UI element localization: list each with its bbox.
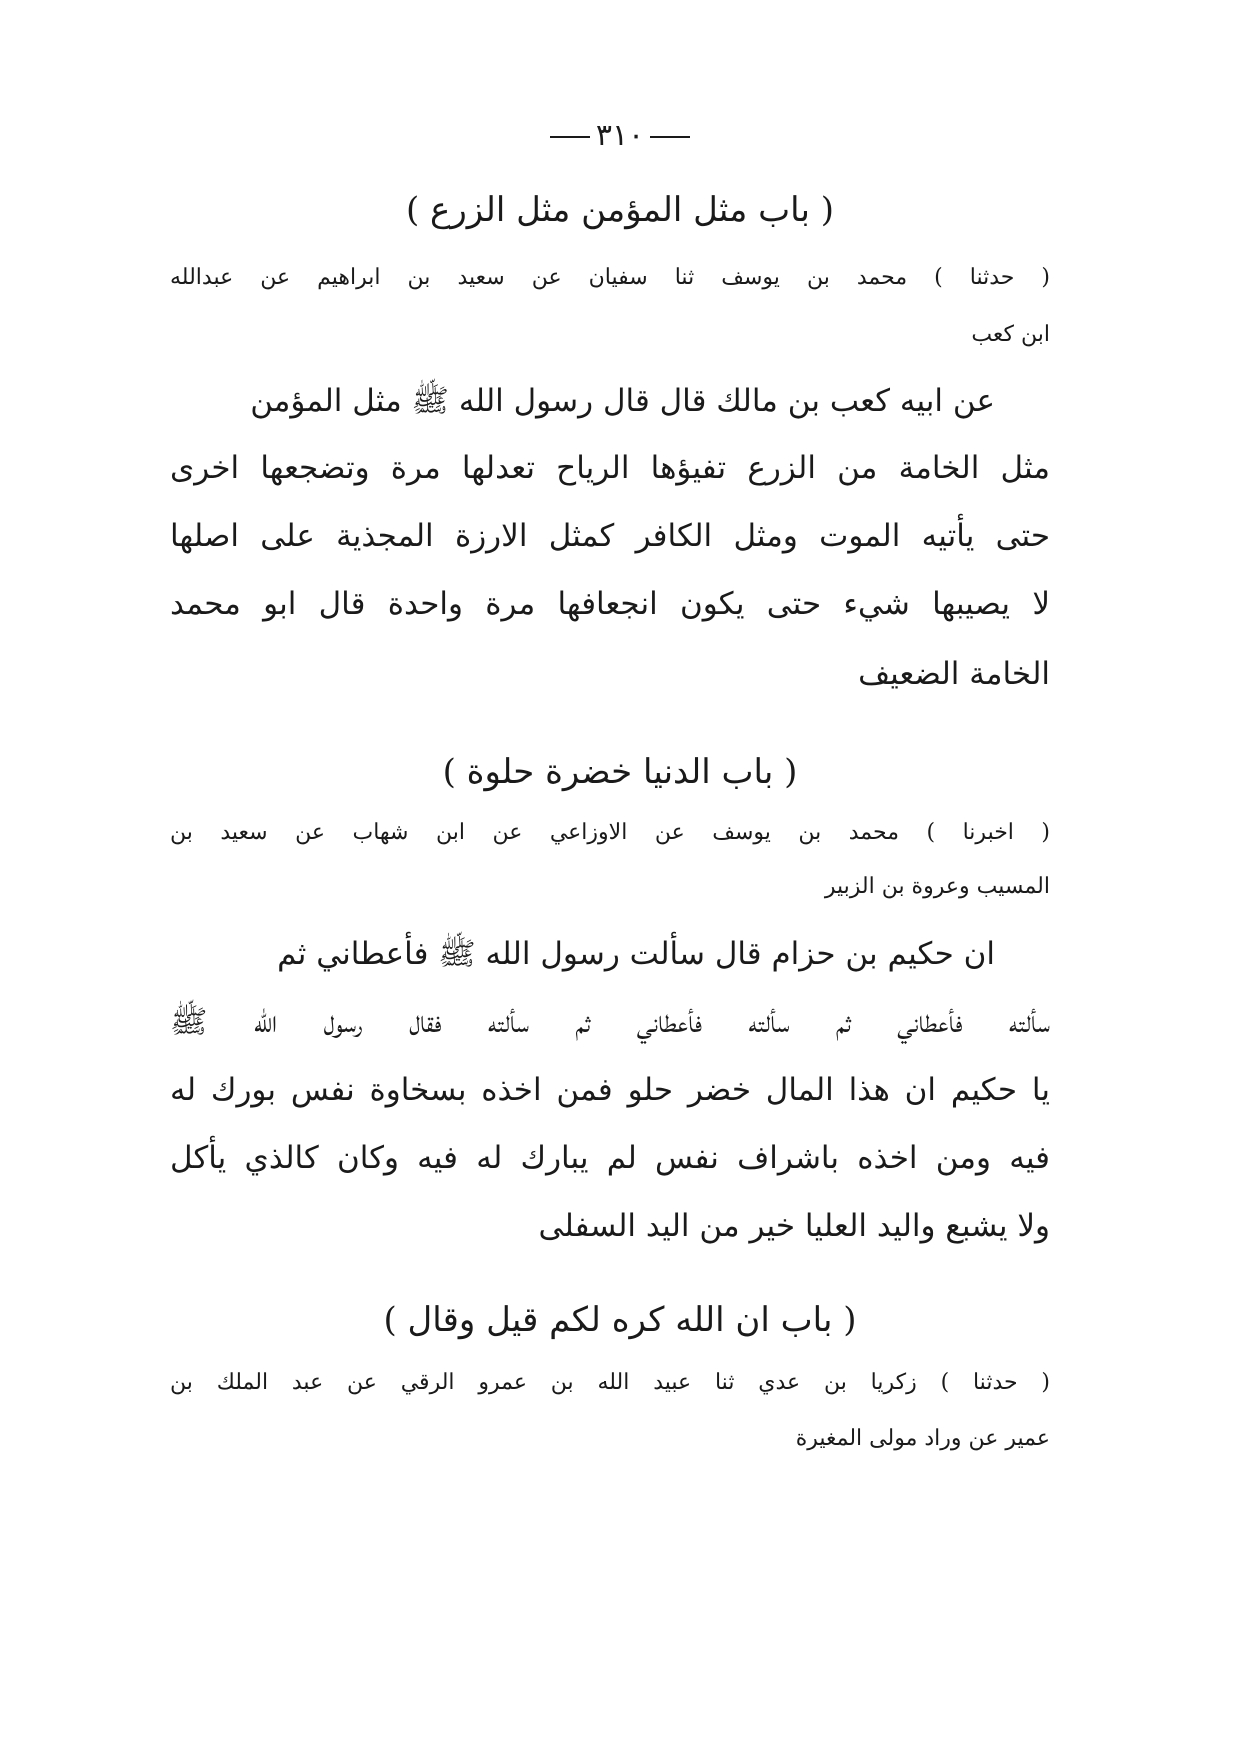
page-number-text: ٣١٠ xyxy=(595,118,645,153)
section-heading: ( باب مثل المؤمن مثل الزرع ) xyxy=(405,190,835,230)
matn-line: فيه ومن اخذه باشراف نفس لم يبارك له فيه وكان كالذي يأكل xyxy=(170,1140,1050,1176)
isnad-line: عمير عن وراد مولى المغيرة xyxy=(795,1426,1050,1451)
matn-line: ولا يشبع واليد العليا خير من اليد السفلى xyxy=(538,1208,1050,1244)
dash-left xyxy=(650,136,690,138)
isnad-line: ابن كعب xyxy=(971,322,1050,347)
matn-line: سألته فأعطاني ثم سألته فأعطاني ثم سألته فقال رسول الله ﷺ xyxy=(170,1004,1050,1040)
matn-line: مثل الخامة من الزرع تفيؤها الرياح تعدلها مرة وتضجعها اخرى xyxy=(170,450,1050,486)
matn-line: ان حكيم بن حزام قال سألت رسول الله ﷺ فأعطاني ثم xyxy=(277,936,995,972)
isnad-line: ( حدثنا ) زكريا بن عدي ثنا عبيد الله بن عمرو الرقي عن عبد الملك بن xyxy=(170,1370,1050,1395)
section-heading: ( باب الدنيا خضرة حلوة ) xyxy=(442,752,798,792)
section-heading: ( باب ان الله كره لكم قيل وقال ) xyxy=(383,1300,857,1340)
isnad-line: ( اخبرنا ) محمد بن يوسف عن الاوزاعي عن ابن شهاب عن سعيد بن xyxy=(170,820,1050,845)
matn-line: الخامة الضعيف xyxy=(858,656,1050,692)
matn-line: لا يصيبها شيء حتى يكون انجعافها مرة واحدة قال ابو محمد xyxy=(170,586,1050,622)
page-number xyxy=(0,118,1240,153)
isnad-line: المسيب وعروة بن الزبير xyxy=(824,874,1050,899)
matn-line: حتى يأتيه الموت ومثل الكافر كمثل الارزة المجذية على اصلها xyxy=(170,518,1050,554)
isnad-line: ( حدثنا ) محمد بن يوسف ثنا سفيان عن سعيد بن ابراهيم عن عبدالله xyxy=(170,265,1050,290)
matn-line: عن ابيه كعب بن مالك قال قال رسول الله ﷺ مثل المؤمن xyxy=(250,383,995,419)
dash-right xyxy=(550,136,590,138)
matn-line: يا حكيم ان هذا المال خضر حلو فمن اخذه بسخاوة نفس بورك له xyxy=(170,1072,1050,1108)
